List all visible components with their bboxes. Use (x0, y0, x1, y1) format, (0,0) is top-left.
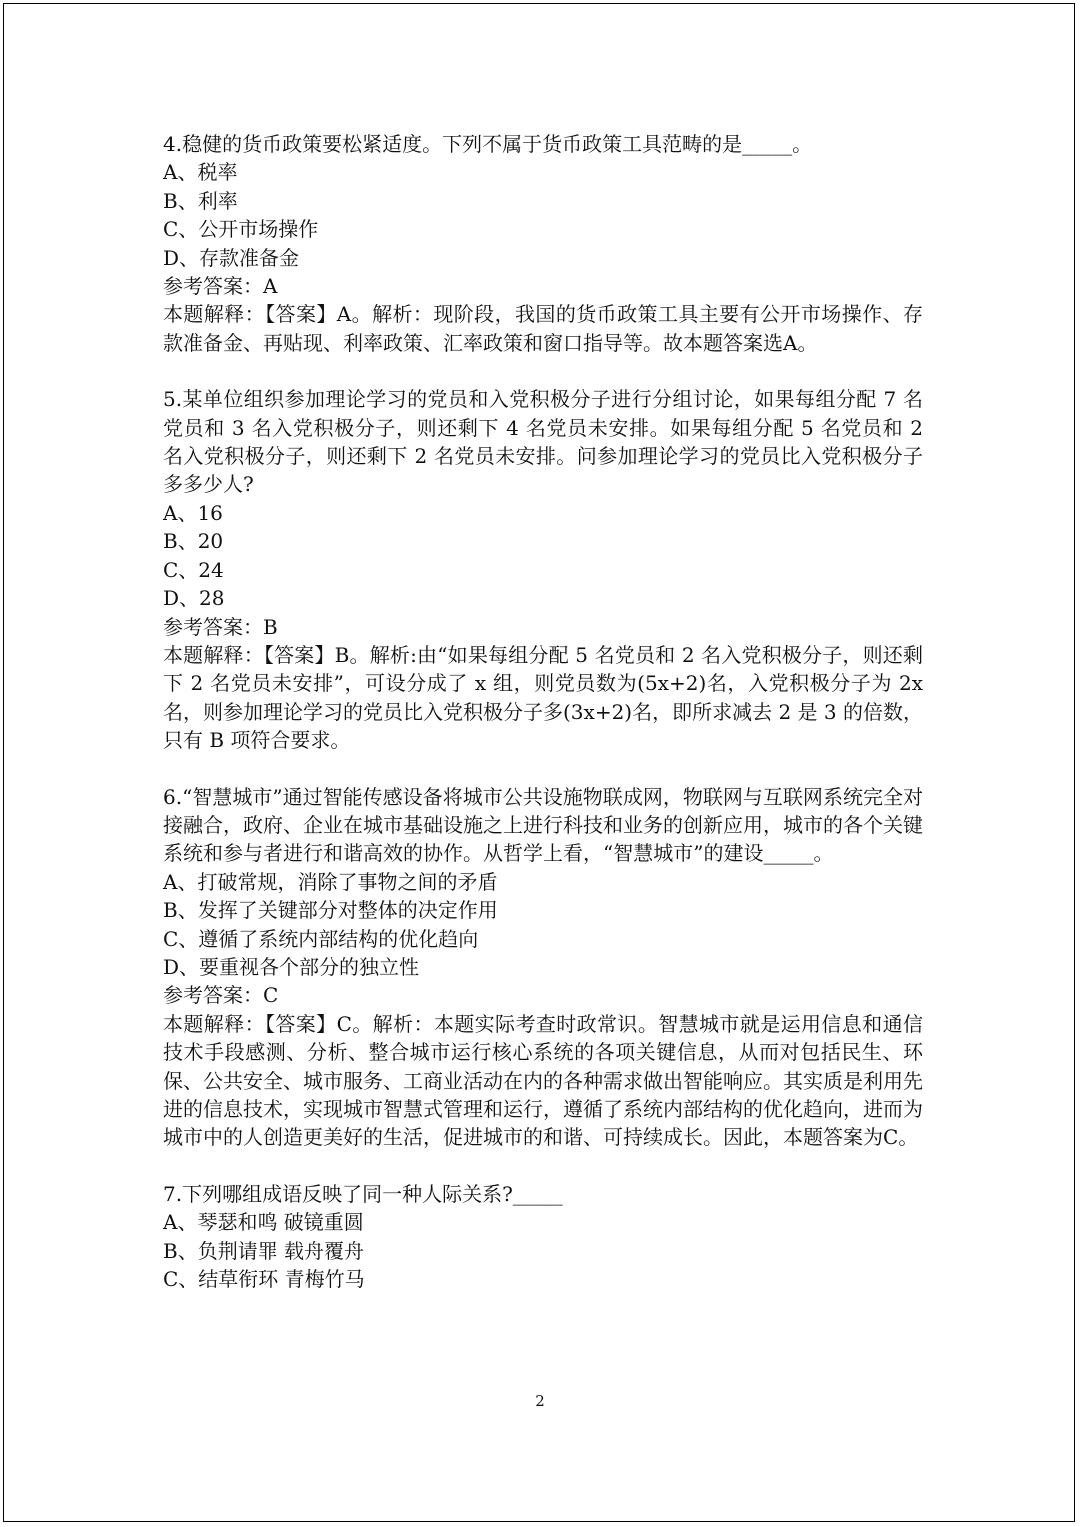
explanation: 本题解释：【答案】C。解析：本题实际考查时政常识。智慧城市就是运用信息和通信技术手段感测、分析、整合城市运行核心系统的各项关键信息，从而对包括民生、环保、公共安全、城市服务、工商业活动在内的各种需求做出智能响应。其实质是利用先进的信息技术，实现城市智慧式管理和运行，遵循了系统内部结构的优化趋向，进而为城市中的人创造更美好的生活，促进城市的和谐、可持续成长。因此，本题答案为C。 (163, 1011, 923, 1150)
option-a: A、税率 (163, 160, 238, 185)
reference-answer: 参考答案：C (163, 983, 279, 1008)
option-c: C、结草衔环 青梅竹马 (163, 1267, 365, 1292)
option-b: B、20 (163, 529, 224, 554)
page-number: 2 (535, 1392, 545, 1410)
reference-answer: 参考答案：A (163, 274, 278, 299)
page-content (163, 130, 923, 1293)
question-7 (163, 1180, 923, 1294)
option-d: D、存款准备金 (163, 245, 300, 270)
question-4 (163, 130, 923, 357)
option-b: B、利率 (163, 188, 238, 213)
option-c: C、公开市场操作 (163, 217, 319, 242)
reference-answer: 参考答案：B (163, 614, 278, 639)
explanation: 本题解释：【答案】A。解析：现阶段，我国的货币政策工具主要有公开市场操作、存款准备金、再贴现、利率政策、汇率政策和窗口指导等。故本题答案选A。 (163, 302, 923, 355)
question-stem: 7.下列哪组成语反映了同一种人际关系?_____ (163, 1181, 563, 1206)
question-stem: 5.某单位组织参加理论学习的党员和入党积极分子进行分组讨论，如果每组分配 7 名党员和 3 名入党积极分子，则还剩下 4 名党员未安排。如果每组分配 5 名党员和 2 名入党积极分子，则还剩下 2 名党员未安排。问参加理论学习的党员比入党积极分子多多少人? (163, 387, 923, 497)
explanation: 本题解释：【答案】B。解析:由“如果每组分配 5 名党员和 2 名入党积极分子，则还剩下 2 名党员未安排”，可设分成了 x 组，则党员数为(5x+2)名，入党积极分子为 2x 名，则参加理论学习的党员比入党积极分子多(3x+2)名，即所求减去 2 是 3 的倍数，只有 B 项符合要求。 (163, 642, 923, 753)
option-b: B、负荆请罪 载舟覆舟 (163, 1238, 365, 1263)
question-6 (163, 783, 923, 1152)
question-stem: 4.稳健的货币政策要松紧适度。下列不属于货币政策工具范畴的是_____。 (163, 132, 813, 156)
question-stem: 6.“智慧城市”通过智能传感设备将城市公共设施物联成网，物联网与互联网系统完全对接融合，政府、企业在城市基础设施之上进行科技和业务的创新应用，城市的各个关键系统和参与者进行和谐高效的协作。从哲学上看，“智慧城市”的建设_____。 (163, 784, 923, 866)
option-c: C、遵循了系统内部结构的优化趋向 (163, 926, 479, 951)
option-d: D、要重视各个部分的独立性 (163, 954, 420, 979)
option-a: A、琴瑟和鸣 破镜重圆 (163, 1210, 364, 1235)
option-b: B、发挥了关键部分对整体的决定作用 (163, 898, 498, 923)
option-c: C、24 (163, 557, 224, 582)
option-d: D、28 (163, 586, 225, 611)
option-a: A、16 (163, 500, 223, 525)
question-5 (163, 385, 923, 754)
option-a: A、打破常规，消除了事物之间的矛盾 (163, 869, 498, 894)
